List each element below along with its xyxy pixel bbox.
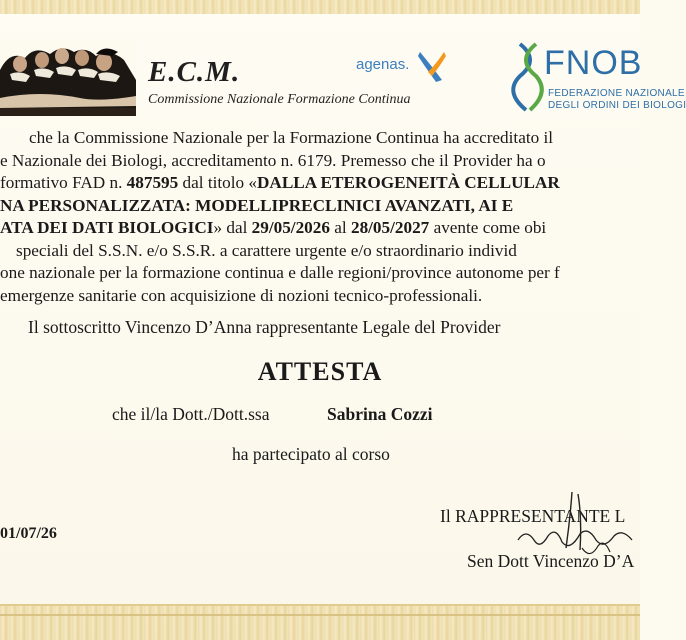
ecm-subtitle: Commissione Nazionale Formazione Continua: [148, 92, 411, 107]
paragraph-line: [0, 150, 546, 173]
bold-text-segment: DALLA ETEROGENEITÀ CELLULAR: [257, 173, 560, 192]
issue-date: 01/07/26: [0, 525, 57, 542]
text-segment: speciali del S.S.N. e/o S.S.R. a carattere urgente e/o straordinario individ: [16, 240, 517, 260]
text-segment: formativo FAD n.: [0, 173, 127, 192]
agenas-mark-icon: [416, 50, 448, 84]
fnob-subtitle-1: FEDERAZIONE NAZIONALE: [548, 88, 685, 99]
text-segment: one nazionale per la formazione continua e dalle regioni/province autonome per f: [0, 263, 560, 282]
bold-text-segment: 29/05/2026: [251, 218, 330, 237]
text-segment: che la Commissione Nazionale per la Formazione Continua ha accreditato il: [29, 128, 554, 147]
paragraph-line: [0, 172, 560, 195]
bold-text-segment: ATA DEI DATI BIOLOGICI: [0, 218, 214, 237]
text-segment: e Nazionale dei Biologi, accreditamento n. 6179. Premesso che il Provider ha o: [0, 150, 546, 170]
attesta-heading: ATTESTA: [257, 357, 383, 386]
agenas-logo-text: agenas.: [356, 56, 410, 73]
participation-text: ha partecipato al corso: [232, 444, 390, 464]
text-segment: al: [329, 218, 351, 237]
text-segment: avente come obi: [429, 218, 547, 237]
paragraph-line: [16, 240, 517, 263]
signed-statement: Il sottoscritto Vincenzo D’Anna rappresentante Legale del Provider: [28, 317, 501, 337]
bold-text-segment: 28/05/2027: [350, 218, 430, 237]
text-segment: emergenze sanitarie con acquisizione di nozioni tecnico-professionali.: [0, 285, 483, 305]
fnob-logo: [514, 40, 686, 114]
paragraph-line: [29, 127, 553, 150]
anatomy-lesson-painting: [0, 40, 136, 116]
paragraph-line: [0, 285, 482, 308]
paragraph-line: [0, 262, 560, 285]
decorative-top-border: [0, 0, 640, 14]
participant-name: Sabrina Cozzi: [327, 404, 433, 424]
fnob-subtitle-2: DEGLI ORDINI DEI BIOLOGI: [548, 100, 686, 111]
fnob-title: FNOB: [544, 44, 643, 82]
representative-label: Il RAPPRESENTANTE L: [440, 506, 626, 526]
bold-text-segment: NA PERSONALIZZATA: MODELLIPRECLINICI AVANZATI, AI E: [0, 195, 514, 215]
text-segment: dal titolo «: [178, 173, 258, 192]
dna-helix-icon: [514, 42, 544, 112]
signatory-name: Sen Dott Vincenzo D’A: [467, 551, 635, 571]
text-segment: » dal: [213, 218, 252, 237]
paragraph-line: [0, 217, 546, 240]
recipient-label: che il/la Dott./Dott.ssa: [112, 404, 270, 424]
agenas-logo: [356, 50, 448, 86]
bold-text-segment: 487595: [126, 173, 179, 192]
paragraph-line: [0, 195, 513, 218]
decorative-bottom-border: [0, 604, 640, 640]
ecm-title: E.C.M.: [148, 56, 241, 88]
